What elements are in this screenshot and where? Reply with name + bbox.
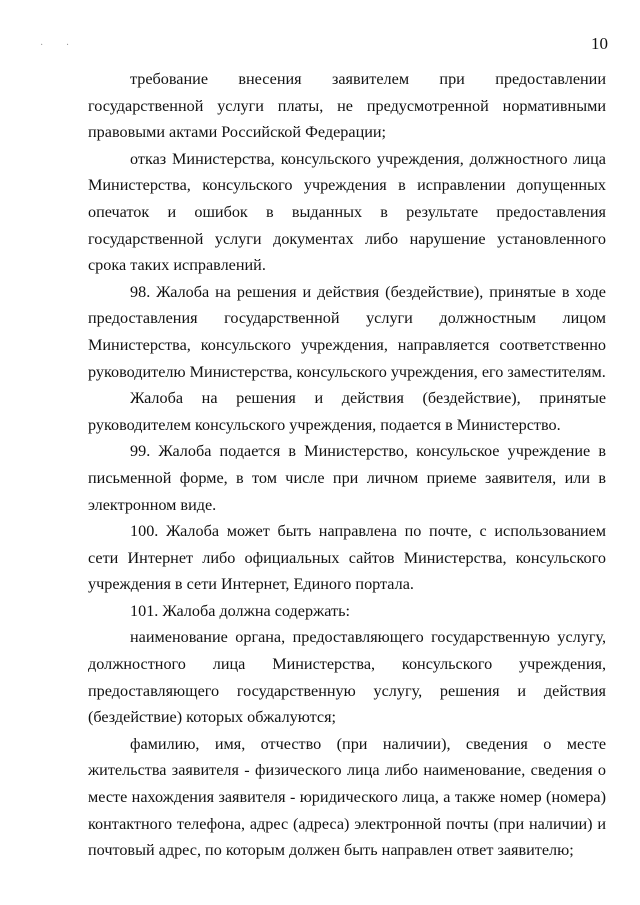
document-body [88,66,606,864]
paragraph-fee-requirement: требование внесения заявителем при предоставлении государственной услуги платы, не предусмотренной нормативными правовыми актами Российской Федерации; [88,70,606,142]
scan-artifact-dots: · · [40,40,80,51]
paragraph-99: 99. Жалоба подается в Министерство, консульское учреждение в письменной форме, в том числе при личном приеме заявителя, или в электронном виде. [88,442,606,514]
paragraph-applicant-details: фамилию, имя, отчество (при наличии), сведения о месте жительства заявителя - физического лица либо наименование, сведения о месте нахождения заявителя - юридического лица, а также номер (номера) контактного телефона, адрес (адреса) электронной почты (при наличии) и почтовый адрес, по которым должен быть направлен ответ заявителю; [88,734,606,860]
paragraph-refusal-corrections: отказ Министерства, консульского учреждения, должностного лица Министерства, консульского учреждения в исправлении допущенных опечаток и ошибок в выданных в результате предоставления государственной услуги документах либо нарушение установленного срока таких исправлений. [88,149,606,275]
paragraph-98: 98. Жалоба на решения и действия (бездействие), принятые в ходе предоставления государственной услуги должностным лицом Министерства, консульского учреждения, направляется соответственно руководителю Министерства, консульского учреждения, его заместителям. [88,282,606,381]
page-number: 10 [591,34,608,53]
paragraph-101: 101. Жалоба должна содержать: [130,601,350,620]
paragraph-100: 100. Жалоба может быть направлена по почте, с использованием сети Интернет либо официальных сайтов Министерства, консульского учреждения в сети Интернет, Единого портала. [88,522,606,594]
paragraph-organ-name: наименование органа, предоставляющего государственную услугу, должностного лица Министерства, консульского учреждения, предоставляющего государственную услугу, решения и действия (бездействие) которых обжалуются; [88,628,606,727]
paragraph-complaint-head: Жалоба на решения и действия (бездействие), принятые руководителем консульского учреждения, подается в Министерство. [88,389,606,434]
